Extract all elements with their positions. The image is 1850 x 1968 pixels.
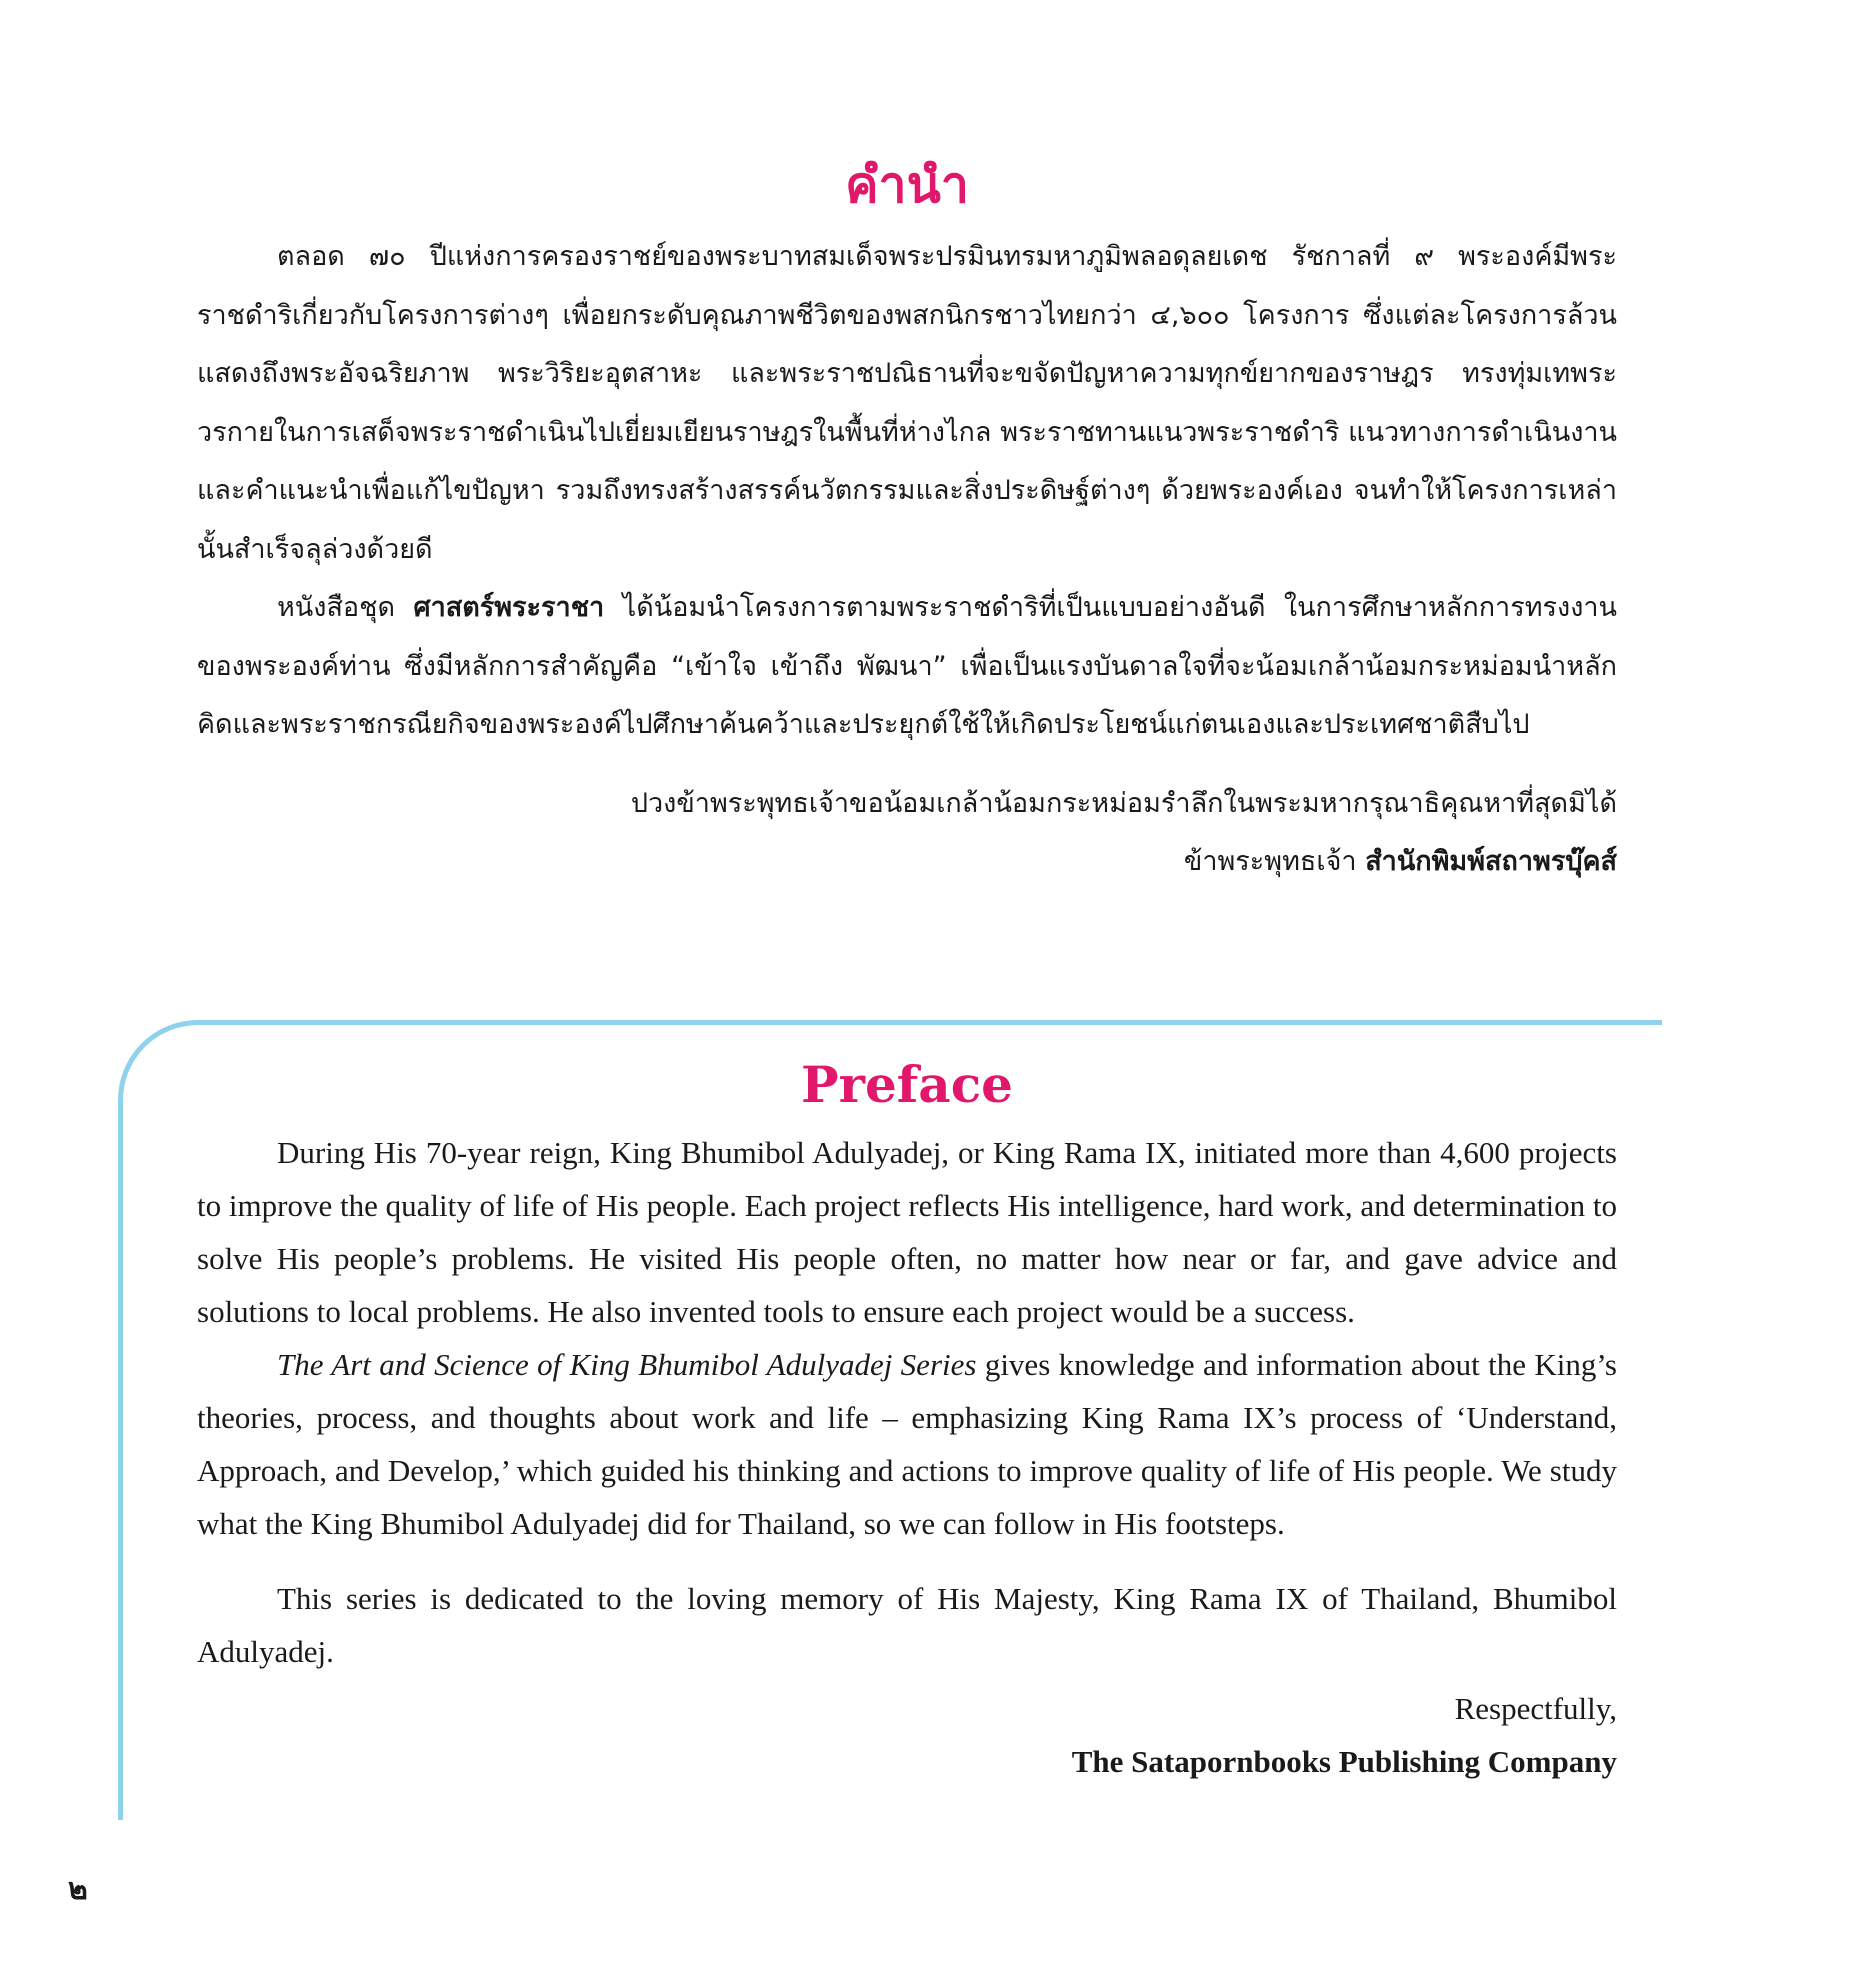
thai-paragraph-2-suffix: ได้น้อมนำโครงการตามพระราชดำริที่เป็นแบบอย่างอันดี ในการศึกษาหลักการทรงงานของพระองค์ท่าน ซึ่งมีหลักการสำคัญคือ “เข้าใจ เข้าถึง พัฒนา” เพื่อเป็นแรงบันดาลใจที่จะน้อมเกล้าน้อมกระหม่อมนำหลักคิดและพระราชกรณียกิจของพระองค์ไปศึกษาค้นคว้าและประยุกต์ใช้ให้เกิดประโยชน์แก่ตนเองและประเทศชาติสืบไป <box>197 592 1617 740</box>
english-paragraph-2 <box>197 1338 1617 1550</box>
english-closing: Respectfully, <box>1454 1691 1617 1726</box>
english-paragraph-3: This series is dedicated to the loving memory of His Majesty, King Rama IX of Thailand, Bhumibol Adulyadej. <box>197 1581 1617 1669</box>
english-publisher-name: The Satapornbooks Publishing Company <box>1071 1744 1617 1779</box>
thai-series-name: ศาสตร์พระราชา <box>413 592 605 623</box>
thai-signature <box>197 833 1617 891</box>
thai-signature-prefix: ข้าพระพุทธเจ้า <box>1183 845 1366 877</box>
preface-title: Preface <box>801 1055 1013 1114</box>
thai-paragraph-2 <box>197 579 1617 755</box>
thai-dedication-line: ปวงข้าพระพุทธเจ้าขอน้อมเกล้าน้อมกระหม่อมรำลึกในพระมหากรุณาธิคุณหาที่สุดมิได้ <box>630 787 1617 819</box>
page-number: ๒ <box>68 1872 88 1907</box>
english-series-title: The Art and Science of King Bhumibol Adulyadej Series <box>277 1347 977 1382</box>
thai-foreword-section <box>197 150 1617 891</box>
thai-foreword-title: คำนำ <box>845 156 969 214</box>
thai-paragraph-1: ตลอด ๗๐ ปีแห่งการครองราชย์ของพระบาทสมเด็จพระปรมินทรมหาภูมิพลอดุลยเดช รัชกาลที่ ๙ พระองค์มีพระราชดำริเกี่ยวกับโครงการต่างๆ เพื่อยกระดับคุณภาพชีวิตของพสกนิกรชาวไทยกว่า ๔,๖๐๐ โครงการ ซึ่งแต่ละโครงการล้วนแสดงถึงพระอัจฉริยภาพ พระวิริยะอุตสาหะ และพระราชปณิธานที่จะขจัดปัญหาความทุกข์ยากของราษฎร ทรงทุ่มเทพระวรกายในการเสด็จพระราชดำเนินไปเยี่ยมเยียนราษฎรในพื้นที่ห่างไกล พระราชทานแนวพระราชดำริ แนวทางการดำเนินงาน และคำแนะนำเพื่อแก้ไขปัญหา รวมถึงทรงสร้างสรรค์นวัตกรรมและสิ่งประดิษฐ์ต่างๆ ด้วยพระองค์เอง จนทำให้โครงการเหล่านั้นสำเร็จลุล่วงด้วยดี <box>197 241 1617 565</box>
english-paragraph-1: During His 70-year reign, King Bhumibol Adulyadej, or King Rama IX, initiated more than 4,600 projects to improve the quality of life of His people. Each project reflects His intelligence, hard work, and determination to solve His people’s problems. He visited His people often, no matter how near or far, and gave advice and solutions to local problems. He also invented tools to ensure each project would be a success. <box>197 1135 1617 1329</box>
thai-publisher-name: สำนักพิมพ์สถาพรบุ๊คส์ <box>1365 845 1617 877</box>
english-paragraph-2-rest: gives knowledge and information about the King’s theories, process, and thoughts about work and life – emphasizing King Rama IX’s process of ‘Understand, Approach, and Develop,’ which guided his thinking and actions to improve quality of life of His people. We study what the King Bhumibol Adulyadej did for Thailand, so we can follow in His footsteps. <box>197 1347 1617 1541</box>
thai-paragraph-2-prefix: หนังสือชุด <box>277 592 414 623</box>
english-preface-section <box>197 1050 1617 1788</box>
